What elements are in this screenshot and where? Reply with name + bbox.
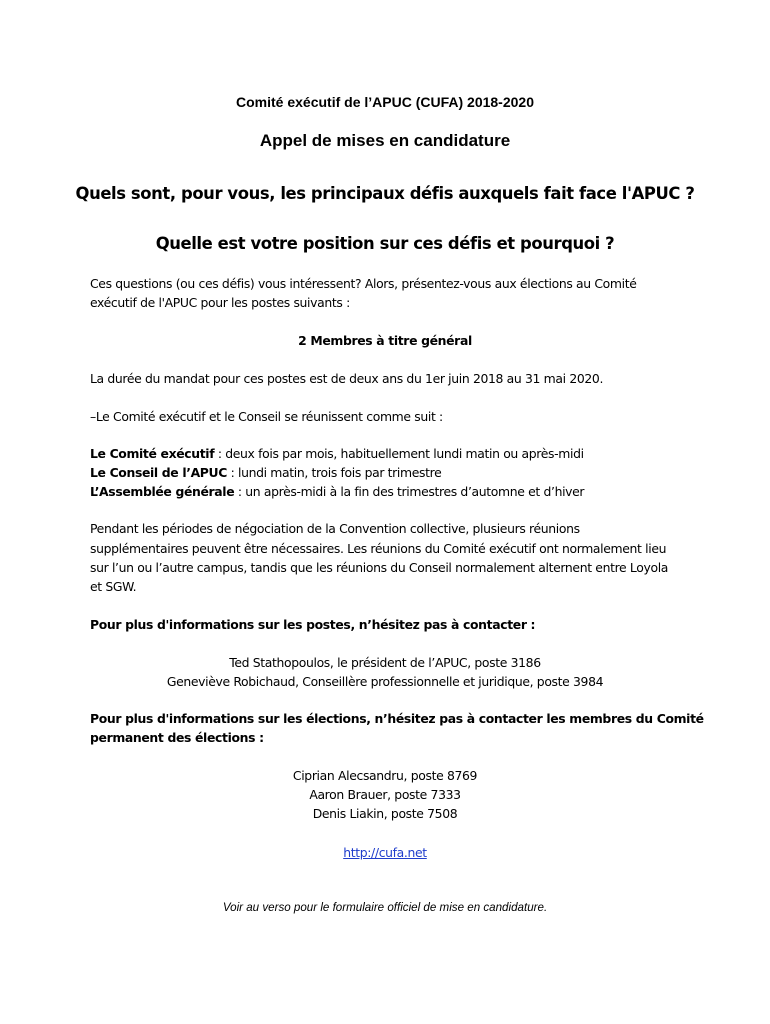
meeting-label: L’Assemblée générale: [90, 484, 235, 499]
meeting-text: : deux fois par mois, habituellement lundi matin ou après-midi: [214, 446, 584, 461]
call-title: Appel de mises en candidature: [259, 131, 511, 150]
elections-contact-person: Ciprian Alecsandru, poste 8769: [292, 768, 478, 783]
negotiation-line: Pendant les périodes de négociation de la Convention collective, plusieurs réunions: [90, 521, 580, 536]
meeting-text: : lundi matin, trois fois par trimestre: [227, 465, 442, 480]
intro-line-1: Ces questions (ou ces défis) vous intéressent? Alors, présentez-vous aux élections au Comité: [90, 276, 637, 291]
elections-contact-person: Denis Liakin, poste 7508: [312, 806, 458, 821]
meeting-council: [90, 465, 441, 480]
posts-contact-person: Geneviève Robichaud, Conseillère professionnelle et juridique, poste 3984: [166, 674, 604, 689]
website-row: [0, 845, 770, 860]
question-one: Quels sont, pour vous, les principaux défis auxquels fait face l'APUC ?: [75, 184, 695, 203]
meetings-intro: –Le Comité exécutif et le Conseil se réunissent comme suit :: [90, 409, 443, 424]
posts-contact-person: Ted Stathopoulos, le président de l’APUC, poste 3186: [229, 655, 541, 670]
elections-contact-heading-2: permanent des élections :: [90, 730, 264, 745]
intro-line-2: exécutif de l'APUC pour les postes suivants :: [90, 295, 350, 310]
footer-note: Voir au verso pour le formulaire officiel de mise en candidature.: [222, 901, 548, 914]
meeting-label: Le Comité exécutif: [90, 446, 215, 461]
meeting-executive: [90, 446, 584, 461]
elections-contact-person: Aaron Brauer, poste 7333: [309, 787, 461, 802]
negotiation-line: supplémentaires peuvent être nécessaires. Les réunions du Comité exécutif ont normalement lieu: [90, 541, 667, 556]
question-two: Quelle est votre position sur ces défis et pourquoi ?: [155, 234, 615, 253]
elections-contact-heading-1: Pour plus d'informations sur les élections, n’hésitez pas à contacter les membres du Comité: [90, 711, 704, 726]
mandate-text: La durée du mandat pour ces postes est de deux ans du 1er juin 2018 au 31 mai 2020.: [90, 371, 604, 386]
negotiation-line: sur l’un ou l’autre campus, tandis que les réunions du Conseil normalement alternent entre Loyola: [90, 560, 669, 575]
positions-heading: 2 Membres à titre général: [298, 333, 472, 348]
negotiation-line: et SGW.: [90, 579, 137, 594]
meeting-label: Le Conseil de l’APUC: [90, 465, 227, 480]
posts-contact-heading: Pour plus d'informations sur les postes, n’hésitez pas à contacter :: [90, 617, 536, 632]
meeting-assembly: [90, 484, 584, 499]
committee-title: Comité exécutif de l’APUC (CUFA) 2018-2020: [236, 94, 534, 110]
meeting-text: : un après-midi à la fin des trimestres d’automne et d’hiver: [234, 484, 585, 499]
website-link[interactable]: http://cufa.net: [343, 845, 427, 860]
